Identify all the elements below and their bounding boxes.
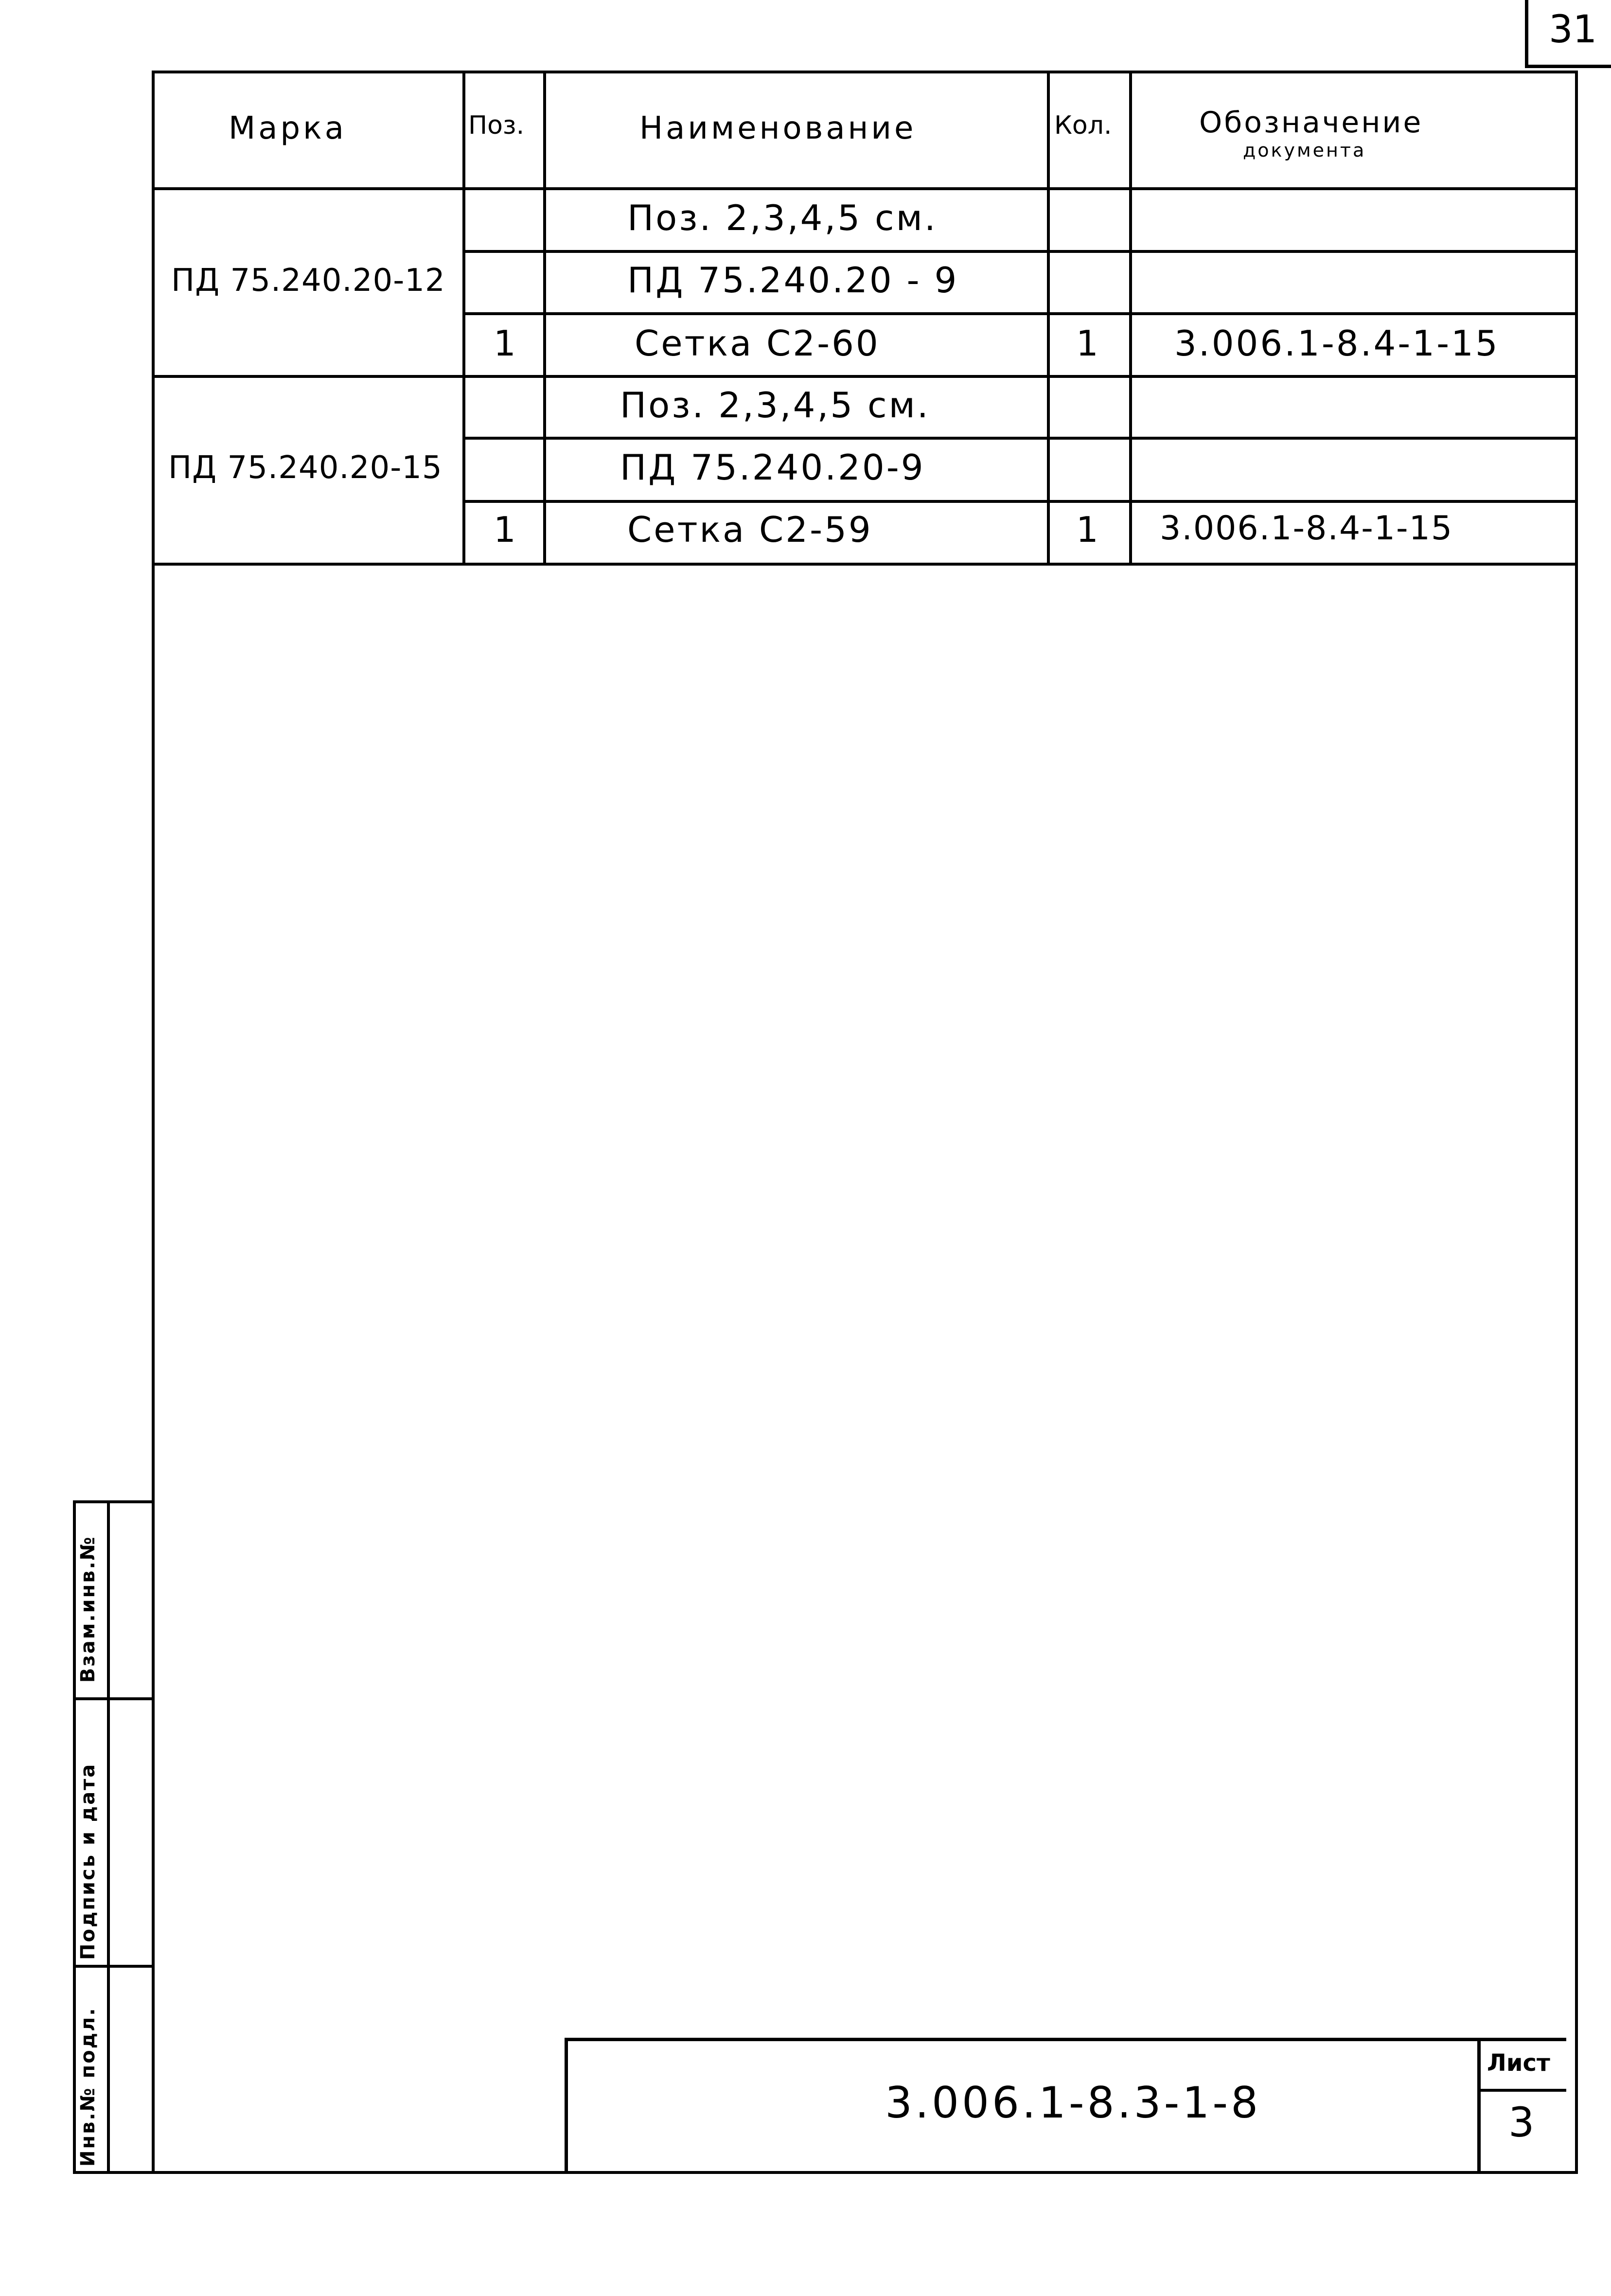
- qty-cell: 1: [1076, 509, 1100, 550]
- table-line: [462, 437, 1578, 440]
- header-designation-sub: документа: [1243, 140, 1366, 161]
- table-line: [462, 500, 1578, 503]
- table-line: [1129, 71, 1132, 566]
- name-cell: Поз. 2,3,4,5 см.: [627, 197, 938, 238]
- sheet-label: Лист: [1487, 2049, 1550, 2077]
- header-name: Наименование: [639, 110, 917, 146]
- strip-line: [73, 1965, 155, 1968]
- table-line: [462, 312, 1578, 315]
- label-vzam-inv: Взам.инв.№: [77, 1535, 99, 1683]
- marka-cell: ПД 75.240.20-15: [168, 450, 443, 486]
- table-line: [462, 71, 465, 566]
- marka-cell: ПД 75.240.20-12: [171, 263, 445, 299]
- table-line: [1047, 71, 1050, 566]
- label-inv-podl: Инв.№ подл.: [77, 2007, 99, 2167]
- table-line: [152, 563, 1578, 566]
- strip-line: [107, 1500, 110, 2174]
- header-poz: Поз.: [468, 111, 525, 140]
- poz-cell: 1: [494, 509, 518, 550]
- strip-line: [73, 1697, 155, 1700]
- doc-cell: 3.006.1-8.4-1-15: [1174, 323, 1500, 364]
- label-podpis-data: Подпись и дата: [77, 1762, 99, 1960]
- header-qty: Кол.: [1054, 111, 1112, 140]
- table-line: [152, 187, 1578, 190]
- poz-cell: 1: [494, 323, 518, 364]
- doc-cell: 3.006.1-8.4-1-15: [1160, 509, 1453, 548]
- name-cell: ПД 75.240.20-9: [620, 447, 925, 488]
- table-line: [462, 250, 1578, 253]
- table-line: [152, 375, 1578, 378]
- header-marka: Марка: [229, 110, 347, 146]
- name-cell: Сетка С2-59: [627, 509, 873, 550]
- name-cell: Сетка С2-60: [635, 323, 880, 364]
- header-designation: Обозначение: [1199, 106, 1423, 140]
- table-line: [543, 71, 546, 566]
- sheet-number: 3: [1508, 2099, 1535, 2146]
- sheet-box-divider: [1477, 2089, 1566, 2092]
- strip-line: [73, 2171, 155, 2174]
- document-code: 3.006.1-8.3-1-8: [885, 2078, 1261, 2128]
- page-number: 31: [1549, 8, 1597, 52]
- name-cell: ПД 75.240.20 - 9: [627, 260, 959, 301]
- name-cell: Поз. 2,3,4,5 см.: [620, 385, 930, 426]
- strip-line: [73, 1500, 76, 2174]
- strip-line: [73, 1500, 155, 1503]
- qty-cell: 1: [1076, 323, 1100, 364]
